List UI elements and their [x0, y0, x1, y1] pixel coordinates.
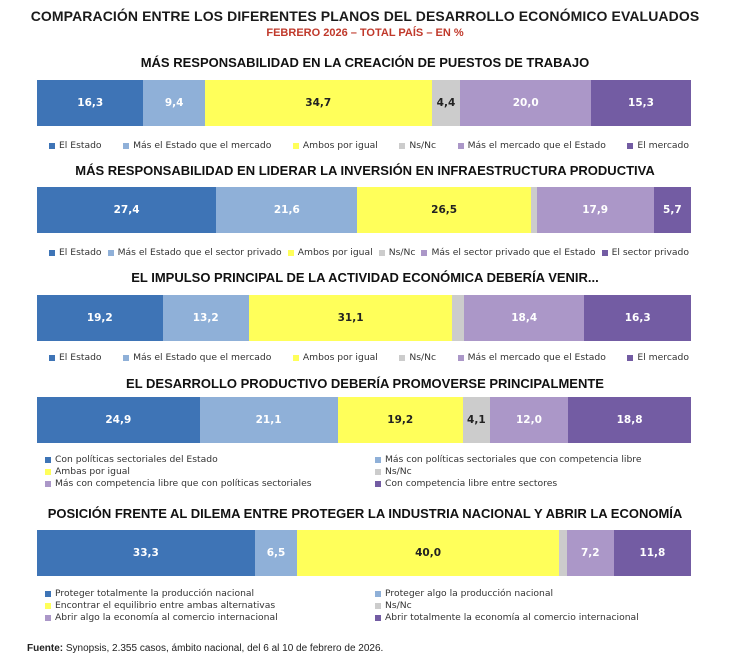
legend-item [293, 140, 378, 151]
legend-swatch [293, 355, 299, 361]
legend-swatch [375, 457, 381, 463]
chart-title: MÁS RESPONSABILIDAD EN LA CREACIÓN DE PUESTOS DE TRABAJO [140, 55, 590, 70]
bar-segment [255, 530, 298, 576]
bar-segment [464, 295, 584, 341]
legend-swatch [458, 355, 464, 361]
bar-segment [216, 187, 357, 233]
data-label: 17,9 [582, 204, 609, 216]
legend-swatch [375, 615, 381, 621]
legend-item [458, 140, 606, 151]
source-note [27, 643, 383, 654]
data-label: 6,5 [266, 547, 286, 559]
bar-segment [37, 80, 143, 126]
bar-segment [614, 530, 691, 576]
source-text: Synopsis, 2.355 casos, ámbito nacional, del 6 al 10 de febrero de 2026. [63, 643, 384, 654]
legend-label: Con competencia libre entre sectores [385, 478, 558, 489]
legend-item [45, 478, 375, 489]
data-label: 20,0 [512, 97, 539, 109]
legend-item [375, 478, 705, 489]
legend-label: Más con competencia libre que con políticas sectoriales [55, 478, 312, 489]
stacked-bar [37, 80, 691, 126]
legend-item [627, 352, 689, 363]
legend-label: El Estado [59, 247, 102, 258]
bar-segment [357, 187, 530, 233]
legend-item [375, 454, 705, 465]
legend-swatch [399, 355, 405, 361]
legend-item [45, 454, 375, 465]
bar-segment [37, 295, 163, 341]
legend-item [45, 612, 375, 623]
bar-segment [568, 397, 691, 443]
legend-item [399, 140, 436, 151]
legend-item [45, 466, 375, 477]
chart-title: EL IMPULSO PRINCIPAL DE LA ACTIVIDAD ECONÓMICA DEBERÍA VENIR... [131, 270, 599, 285]
bar-segment [432, 80, 461, 126]
legend-item [458, 352, 606, 363]
legend-item [375, 466, 705, 477]
legend-label: El Estado [59, 140, 102, 151]
data-label: 21,1 [255, 414, 282, 426]
legend-label: Ambos por igual [297, 247, 373, 258]
legend [49, 352, 689, 363]
legend [49, 247, 689, 258]
bar-segment [584, 295, 691, 341]
legend-label: Más el mercado que el Estado [467, 352, 606, 363]
legend-label: El mercado [637, 352, 689, 363]
data-label: 13,2 [192, 312, 219, 324]
legend-item [421, 247, 595, 258]
legend [45, 588, 705, 623]
data-label: 18,4 [511, 312, 538, 324]
legend-item [602, 247, 689, 258]
legend-swatch [421, 250, 427, 256]
legend-swatch [375, 603, 381, 609]
data-label: 27,4 [113, 204, 140, 216]
data-label: 40,0 [415, 547, 442, 559]
data-label: 19,2 [86, 312, 113, 324]
data-label: 26,5 [431, 204, 458, 216]
bar-segment [37, 530, 255, 576]
legend-swatch [379, 250, 385, 256]
legend-item [375, 600, 705, 611]
legend [49, 140, 689, 151]
legend-item [375, 588, 705, 599]
data-label: 33,3 [132, 547, 159, 559]
bar-segment [559, 530, 567, 576]
bar-segment [591, 80, 691, 126]
legend-swatch [458, 143, 464, 149]
legend-swatch [375, 469, 381, 475]
bar-segment [460, 80, 591, 126]
stacked-bar [37, 397, 691, 443]
legend-swatch [45, 457, 51, 463]
legend-label: Ns/Nc [385, 466, 412, 477]
bar-segment [463, 397, 490, 443]
stacked-bar [37, 187, 691, 233]
legend-label: Más con políticas sectoriales que con competencia libre [385, 454, 642, 465]
legend-item [123, 140, 271, 151]
chart-title: EL DESARROLLO PRODUCTIVO DEBERÍA PROMOVERSE PRINCIPALMENTE [126, 376, 604, 391]
legend-swatch [49, 250, 55, 256]
bar-segment [338, 397, 463, 443]
data-label: 11,8 [639, 547, 666, 559]
legend-label: Proteger algo la producción nacional [385, 588, 554, 599]
legend-swatch [45, 591, 51, 597]
legend-label: Ns/Nc [388, 247, 416, 258]
data-label: 19,2 [387, 414, 414, 426]
bar-segment [567, 530, 614, 576]
bar-segment [200, 397, 338, 443]
legend-item [627, 140, 689, 151]
legend-item [379, 247, 416, 258]
legend-label: Ns/Nc [409, 140, 437, 151]
legend-swatch [288, 250, 294, 256]
data-label: 16,3 [77, 97, 104, 109]
legend-swatch [627, 143, 633, 149]
bar-segment [143, 80, 204, 126]
legend-swatch [45, 469, 51, 475]
legend-label: Ambas por igual [55, 466, 130, 477]
legend-item [288, 247, 373, 258]
legend-swatch [123, 355, 129, 361]
data-label: 9,4 [164, 97, 184, 109]
legend-label: Más el Estado que el mercado [133, 140, 272, 151]
data-label: 21,6 [273, 204, 300, 216]
legend-swatch [627, 355, 633, 361]
legend-label: Con políticas sectoriales del Estado [55, 454, 218, 465]
legend-swatch [108, 250, 114, 256]
legend-item [123, 352, 271, 363]
data-label: 16,3 [624, 312, 651, 324]
legend-swatch [375, 481, 381, 487]
data-label: 15,3 [628, 97, 654, 109]
stacked-bar [37, 295, 691, 341]
bar-segment [452, 295, 464, 341]
legend-item [399, 352, 436, 363]
legend-label: Más el Estado que el sector privado [117, 247, 282, 258]
bar-segment [490, 397, 568, 443]
bar-segment [249, 295, 452, 341]
page-subtitle: FEBRERO 2026 – TOTAL PAÍS – EN % [266, 27, 464, 39]
chart-title: MÁS RESPONSABILIDAD EN LIDERAR LA INVERSIÓN EN INFRAESTRUCTURA PRODUCTIVA [75, 163, 655, 178]
legend-label: Encontrar el equilibrio entre ambas alternativas [55, 600, 276, 611]
legend-item [49, 247, 102, 258]
legend-label: Más el mercado que el Estado [467, 140, 606, 151]
legend-label: Abrir algo la economía al comercio internacional [55, 612, 278, 623]
legend-label: El sector privado [611, 247, 689, 258]
legend-label: Proteger totalmente la producción nacional [55, 588, 255, 599]
legend-item [45, 588, 375, 599]
legend-swatch [45, 481, 51, 487]
source-label: Fuente: [27, 643, 64, 654]
legend-item [49, 140, 102, 151]
legend-label: Abrir totalmente la economía al comercio internacional [385, 612, 639, 623]
legend-label: El Estado [59, 352, 102, 363]
legend-item [375, 612, 705, 623]
legend-item [45, 600, 375, 611]
legend-swatch [45, 615, 51, 621]
chart-title: POSICIÓN FRENTE AL DILEMA ENTRE PROTEGER LA INDUSTRIA NACIONAL Y ABRIR LA ECONOMÍA [47, 506, 683, 521]
data-label: 12,0 [516, 414, 542, 426]
bar-segment [654, 187, 691, 233]
legend-swatch [399, 143, 405, 149]
legend-swatch [375, 591, 381, 597]
legend-item [293, 352, 378, 363]
legend-item [108, 247, 282, 258]
bar-segment [537, 187, 654, 233]
legend-label: Ns/Nc [409, 352, 437, 363]
legend-label: Más el Estado que el mercado [133, 352, 272, 363]
legend-label: Más el sector privado que el Estado [431, 247, 596, 258]
bar-segment [163, 295, 249, 341]
legend-swatch [45, 603, 51, 609]
legend-label: El mercado [637, 140, 689, 151]
legend-label: Ambos por igual [302, 352, 378, 363]
data-label: 4,1 [467, 414, 486, 426]
data-label: 5,7 [663, 204, 682, 216]
legend-swatch [49, 143, 55, 149]
stacked-bar [37, 530, 691, 576]
legend-label: Ambos por igual [302, 140, 378, 151]
legend-item [49, 352, 102, 363]
data-label: 34,7 [305, 97, 332, 109]
legend-swatch [123, 143, 129, 149]
legend [45, 454, 705, 489]
page-title: COMPARACIÓN ENTRE LOS DIFERENTES PLANOS DEL DESARROLLO ECONÓMICO EVALUADOS [30, 8, 700, 24]
legend-swatch [49, 355, 55, 361]
legend-swatch [602, 250, 608, 256]
bar-segment [205, 80, 432, 126]
data-label: 24,9 [105, 414, 132, 426]
bar-segment [297, 530, 559, 576]
legend-label: Ns/Nc [385, 600, 412, 611]
bar-segment [37, 187, 216, 233]
data-label: 31,1 [337, 312, 364, 324]
data-label: 4,4 [436, 97, 456, 109]
legend-swatch [293, 143, 299, 149]
data-label: 18,8 [616, 414, 643, 426]
bar-segment [37, 397, 200, 443]
data-label: 7,2 [580, 547, 600, 559]
